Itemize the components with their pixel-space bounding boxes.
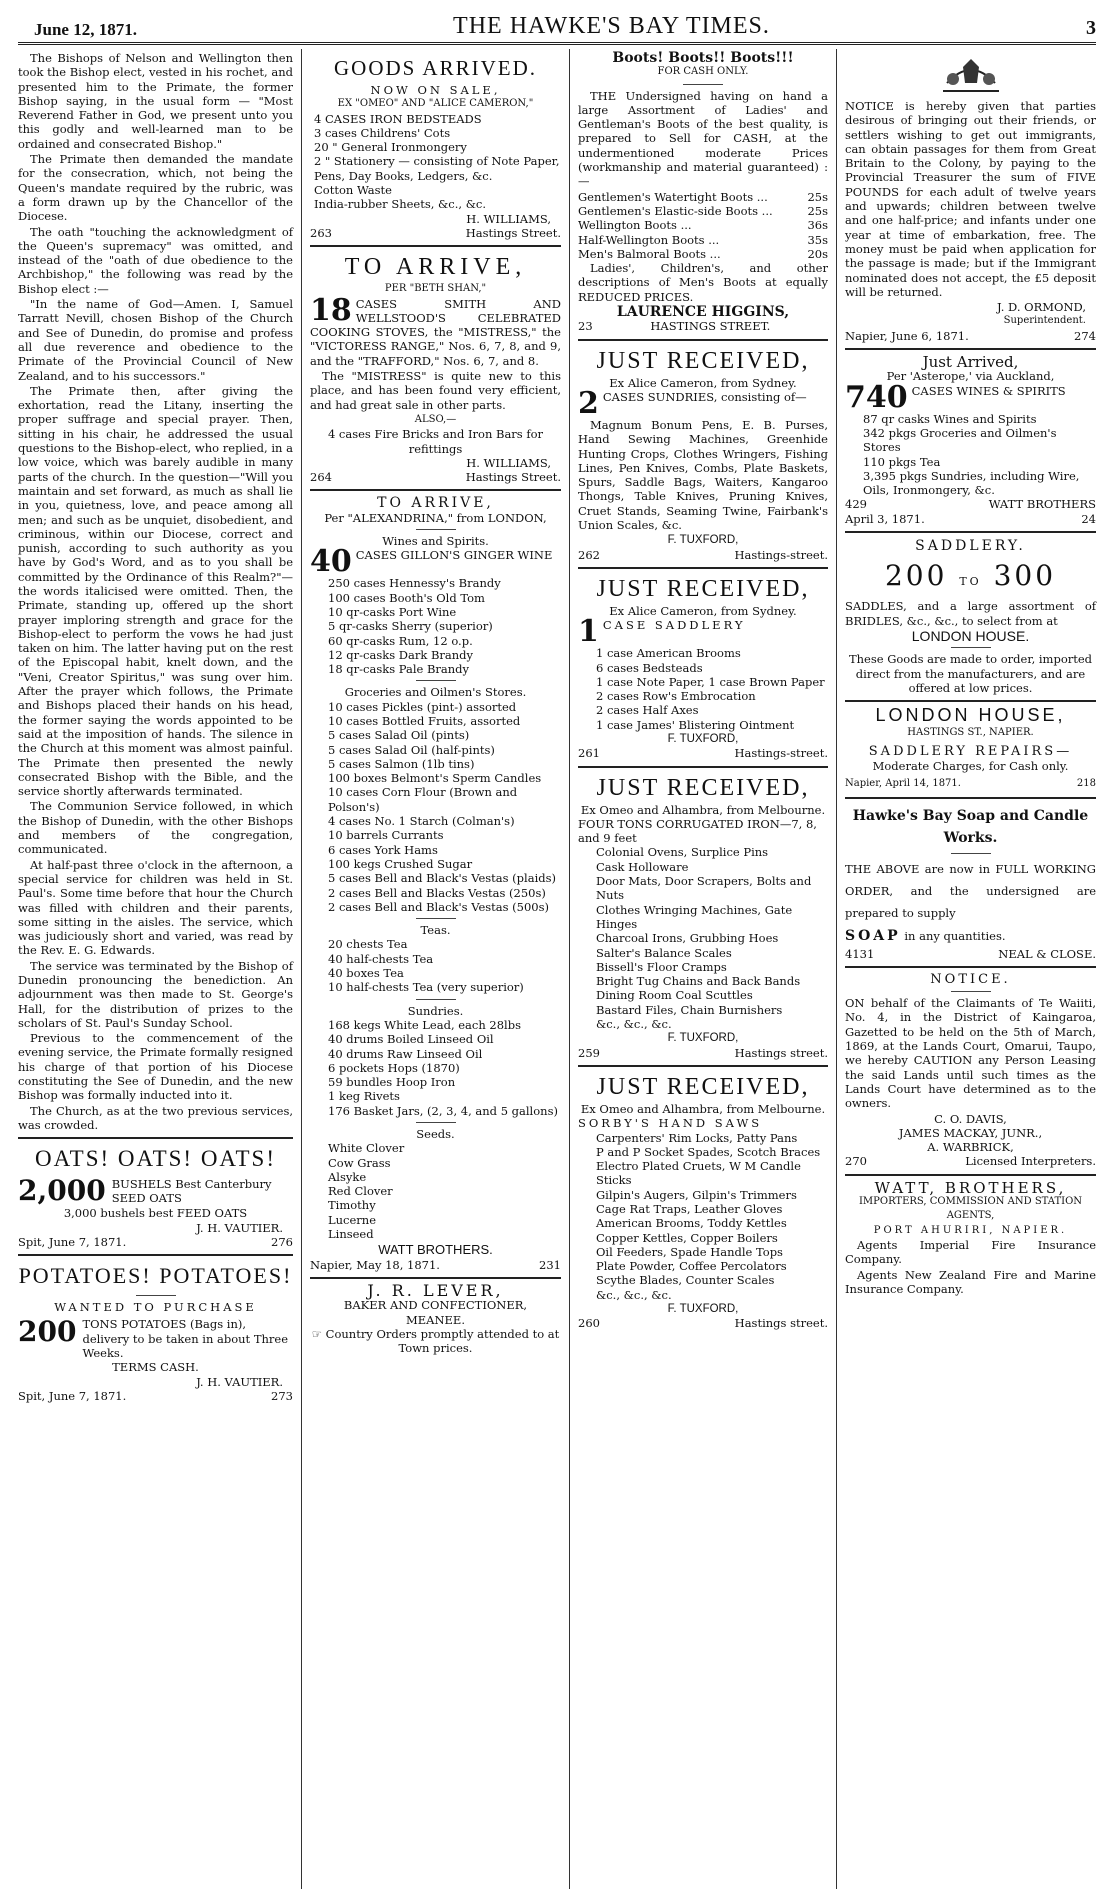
list-item: American Brooms, Toddy Kettles — [596, 1216, 787, 1231]
london-charges: Moderate Charges, for Cash only. — [872, 758, 1069, 773]
watt-brothers-advert — [845, 1178, 1096, 1296]
potatoes-sub: WANTED TO PURCHASE — [54, 1300, 257, 1315]
article-paragraph: The Bishops of Nelson and Wellington then took the Bishop elect, vested in his rochet, and presented him to the Primate, the former Bishop saying, in the usual form — "Most Reverend Father in God, we present unto you this godly and well-learned man to be ordained and consecrated Bishop." — [18, 51, 293, 151]
list-item: 10 half-chests Tea (very superior) — [328, 980, 524, 995]
arrived-signature: WATT BROTHERS — [988, 497, 1096, 512]
list-item: 12 qr-casks Dark Brandy — [328, 647, 474, 662]
list-item: 40 boxes Tea — [328, 966, 404, 981]
arrive1-number: 18 — [310, 292, 352, 328]
goods-signature: H. WILLIAMS, — [466, 211, 551, 226]
potatoes-quantity: 200 — [18, 1315, 77, 1349]
price-row — [578, 204, 828, 218]
price-item: Gentlemen's Watertight Boots ... — [578, 189, 768, 204]
jr4-signature: F. TUXFORD, — [667, 1303, 739, 1316]
list-item: 20 chests Tea — [328, 937, 408, 952]
oats-signature: J. H. VAUTIER. — [196, 1220, 283, 1235]
sundries-list — [328, 1018, 561, 1118]
notice1-number: 274 — [1074, 328, 1096, 343]
arrive2-number-ref: 231 — [539, 1257, 561, 1272]
goods-address: Hastings Street. — [465, 225, 561, 240]
article-paragraph: The Primate then, after giving the exhortation, read the Litany, inserting the proper suffrage and special prayer. Then, sitting in his chair, he addressed the usual questions to the Bishop-elect, who replied, in a low voice, which was barely audible in many parts of the church. In the question—"Will you maintain and set forward, as much as shall lie in you, quietness, love, and peace among all men; and such as be unquiet, disobedient, and criminous, within our Diocese, correct and punish, according to such authority as you have by God's Word, and as to you shall be committed by the Ordinance of this Realm?"—the words italicised were omitted. Then, the Primate, standing up, offered up the short prayer imploring strength and grace for the Bishop-elect to perform the vows he had just taken on him. The latter having put on the rest of the Episcopal habit, knelt down, and the "Veni, Creator Spiritus," was sung over him. After the prayer which follows, the Primate and Bishops placed their hands on his head, the former saying the words appointed to be said at the imposition of hands. The silence in the Church at this moment was almost painful. The Primate then presented the newly consecrated Bishop with the Bible, and the service shortly afterwards terminated. — [18, 383, 293, 799]
immigration-notice — [845, 99, 1096, 343]
list-item: 10 cases Bottled Fruits, assorted — [328, 713, 521, 728]
lever-note: Country Orders promptly attended to at Town prices. — [325, 1326, 560, 1356]
arrive2-number: 40 — [310, 544, 352, 580]
jr2-ex: Ex Alice Cameron, from Sydney. — [609, 603, 797, 618]
jr3-address: Hastings street. — [734, 1045, 828, 1060]
london-repairs: SADDLERY REPAIRS— — [868, 743, 1073, 759]
column-4 — [837, 49, 1104, 1889]
notice1-text: NOTICE is hereby given that parties desirous of bringing out their friends, or settlers wishing to get out immigrants, can obtain passages for them from Great Britain to the Colony, by paying to the Provincial Treasurer the sum of FIVE POUNDS for each adult of twelve years and upwards; children between twelve and one half-price; and infants under one year at time of embarkation, free. The money must be paid when application for the passage is made; but if the Immigrant nominated does not accept, the £5 deposit will be returned. — [845, 99, 1096, 299]
arrived-number-ref: 429 — [845, 497, 867, 512]
list-item: 2 cases Half Axes — [596, 703, 699, 718]
arrive2-first: CASES GILLON'S GINGER WINE — [355, 548, 553, 563]
boots-heading: Boots! Boots!! Boots!!! — [612, 50, 794, 66]
jr4-first: SORBY'S HAND SAWS — [578, 1116, 763, 1131]
saddlery-text: SADDLES, and a large assortment of BRIDLES, &c., &c., to select from at — [845, 599, 1096, 628]
list-item: 6 cases Bedsteads — [596, 660, 703, 675]
jr1-number-ref: 262 — [578, 547, 600, 562]
notice2-heading: NOTICE. — [930, 971, 1011, 987]
jr4-heading: JUST RECEIVED, — [596, 1073, 810, 1100]
watt-agent1: Agents Imperial Fire Insurance Company. — [845, 1237, 1096, 1267]
arrived-number: 740 — [845, 379, 908, 415]
list-item: C. O. DAVIS, — [934, 1111, 1007, 1126]
list-item: 342 pkgs Groceries and Oilmen's Stores — [863, 425, 1057, 455]
potatoes-line1: TONS POTATOES (Bags in), delivery to be taken in about Three Weeks. — [82, 1317, 289, 1361]
boots-address: HASTINGS STREET. — [650, 319, 771, 334]
jr2-heading: JUST RECEIVED, — [596, 575, 810, 602]
lever-heading: J. R. LEVER, — [367, 1280, 504, 1300]
list-item: 10 qr-casks Port Wine — [328, 604, 457, 619]
lands-notice — [845, 973, 1096, 1169]
list-item: 250 cases Hennessy's Brandy — [328, 576, 501, 591]
arrived-heading: Just Arrived, — [922, 353, 1019, 372]
oats-heading: OATS! OATS! OATS! — [34, 1146, 276, 1172]
list-item: 5 cases Bell and Black's Vestas (plaids) — [328, 871, 556, 886]
jr1-address: Hastings-street. — [734, 547, 828, 562]
list-item: 18 qr-casks Pale Brandy — [328, 662, 470, 677]
arrive2-per: Per "ALEXANDRINA," from LONDON, — [324, 510, 547, 525]
saddlery-house: LONDON HOUSE. — [911, 627, 1030, 644]
list-item: 4 cases No. 1 Starch (Colman's) — [328, 814, 515, 829]
saddlery-note: These Goods are made to order, imported direct from the manufacturers, and are offered at low prices. — [848, 652, 1093, 695]
jr1-heading: JUST RECEIVED, — [596, 347, 810, 374]
notice1-place: Napier, June 6, 1871. — [845, 328, 969, 343]
price-item: Half-Wellington Boots ... — [578, 232, 720, 247]
soap-text1: THE ABOVE are now in FULL WORKING ORDER, and the undersigned are prepared to supply — [845, 861, 1096, 920]
list-item: 2 cases Bell and Blacks Vestas (250s) — [328, 885, 546, 900]
newspaper-page — [10, 0, 1104, 1880]
list-item: Electro Plated Cruets, W M Candle Sticks — [596, 1159, 801, 1188]
list-item: 2 " Stationery — consisting of Note Paper, Pens, Day Books, Ledgers, &c. — [314, 154, 560, 183]
arrive2-section-seeds: Seeds. — [416, 1127, 455, 1141]
notice1-role: Superintendent. — [1003, 315, 1086, 327]
list-item: 60 qr-casks Rum, 12 o.p. — [328, 633, 473, 648]
list-item: 1 case James' Blistering Ointment — [596, 717, 795, 732]
jr1-number: 2 — [578, 385, 599, 421]
london-house-advert — [845, 705, 1096, 791]
boots-signature: LAURENCE HIGGINS, — [616, 304, 790, 321]
article-paragraph: The Primate then demanded the mandate for the consecration, which, not being the Queen's mandate required by the rubric, was a form drawn up by the Chancellor of the Diocese. — [18, 152, 293, 224]
teas-list — [328, 937, 561, 994]
arrive2-heading: TO ARRIVE, — [377, 495, 494, 512]
arrive1-per: PER "BETH SHAN," — [384, 283, 487, 295]
jr3-items — [596, 845, 828, 1031]
arrived-per: Per 'Asterope,' via Auckland, — [886, 369, 1055, 384]
divider — [18, 1254, 293, 1256]
jr2-first: CASE SADDLERY — [602, 618, 746, 633]
arrive2-section-teas: Teas. — [420, 923, 451, 938]
potatoes-advert — [18, 1261, 293, 1403]
just-received-saddlery-advert — [578, 574, 828, 761]
boots-note: Ladies', Children's, and other descriptions of Men's Boots at equally REDUCED PRICES. — [578, 261, 828, 304]
list-item: 5 qr-casks Sherry (superior) — [328, 619, 493, 634]
potatoes-heading: POTATOES! POTATOES! — [18, 1263, 293, 1289]
jr1-first: CASES SUNDRIES, consisting of— — [602, 389, 807, 404]
list-item: Cage Rat Traps, Leather Gloves — [596, 1202, 783, 1216]
page-number: 3 — [1085, 17, 1096, 39]
lever-sub: BAKER AND CONFECTIONER, — [343, 1298, 528, 1313]
oats-number: 276 — [271, 1234, 293, 1249]
jr2-address: Hastings-street. — [734, 746, 828, 761]
london-heading: LONDON HOUSE, — [875, 705, 1066, 726]
to-arrive-stoves-advert — [310, 252, 561, 484]
masthead-rule — [18, 42, 1096, 45]
masthead — [10, 0, 1104, 40]
watt-sub: IMPORTERS, COMMISSION AND STATION AGENTS, — [858, 1196, 1083, 1222]
list-item: Door Mats, Door Scrapers, Bolts and Nuts — [596, 874, 812, 903]
arrive2-section-groceries: Groceries and Oilmen's Stores. — [344, 685, 527, 700]
list-item: Dining Room Coal Scuttles — [596, 988, 753, 1003]
list-item: &c., &c., &c. — [596, 1287, 672, 1302]
list-item: Timothy — [328, 1198, 376, 1213]
list-item: 100 kegs Crushed Sugar — [328, 856, 473, 871]
potatoes-signature: J. H. VAUTIER. — [196, 1374, 283, 1389]
list-item: 110 pkgs Tea — [863, 454, 941, 469]
arrive1-note: The "MISTRESS" is quite new to this place, and has been found very efficient, and had great sale in other parts. — [310, 369, 561, 412]
list-item: 2 cases Row's Embrocation — [596, 689, 756, 704]
list-item: Alsyke — [328, 1169, 367, 1184]
jr3-ex: Ex Omeo and Alhambra, from Melbourne. — [580, 802, 826, 817]
list-item: 4 CASES IRON BEDSTEADS — [314, 111, 482, 126]
article-paragraph: At half-past three o'clock in the afternoon, a special service for children was held in St. Paul's. Some time before that hour the Church was filled with children and their parents, some sitting in the aisles. The service, which was judiciously short and varied, was read by the Rev. E. G. Edwards. — [18, 857, 293, 958]
potatoes-place: Spit, June 7, 1871. — [18, 1388, 127, 1403]
arrive1-text: CASES SMITH AND WELLSTOOD'S CELEBRATED COOKING STOVES, the "MISTRESS," the "VICTORESS RANGE," Nos. 6, 7, 8, and 9, and the "TRAFFORD," Nos. 6, 7, and 8. — [310, 296, 561, 368]
soap-signature: NEAL & CLOSE. — [998, 946, 1096, 961]
saddlery-range-low: 200 — [884, 559, 948, 593]
soap-number: 4131 — [845, 946, 875, 961]
goods-arrived-advert — [310, 53, 561, 240]
list-item: Linseed — [328, 1227, 374, 1242]
newspaper-title: THE HAWKE'S BAY TIMES. — [453, 13, 770, 39]
just-received-sundries-advert — [578, 346, 828, 562]
list-item: 3 cases Childrens' Cots — [314, 125, 451, 140]
oats-line2: 3,000 bushels best FEED OATS — [63, 1206, 248, 1221]
coat-of-arms-icon — [939, 53, 1003, 97]
list-item: 176 Basket Jars, (2, 3, 4, and 5 gallons) — [328, 1103, 558, 1118]
list-item: 40 drums Raw Linseed Oil — [328, 1046, 483, 1061]
list-item: 10 barrels Currants — [328, 828, 444, 843]
arrive1-also: ALSO,— — [414, 413, 457, 425]
list-item: Colonial Ovens, Surplice Pins — [596, 845, 769, 860]
jr3-first: FOUR TONS CORRUGATED IRON—7, 8, and 9 feet — [578, 816, 817, 846]
notice2-signatories — [845, 1112, 1096, 1155]
arrive1-address: Hastings Street. — [465, 470, 561, 485]
jr1-ex: Ex Alice Cameron, from Sydney. — [609, 375, 797, 390]
list-item: 5 cases Salmon (1lb tins) — [328, 756, 475, 771]
arrived-first: CASES WINES & SPIRITS — [911, 383, 1066, 398]
arrive1-also-text: 4 cases Fire Bricks and Iron Bars for refittings — [327, 427, 544, 456]
list-item: Oil Feeders, Spade Handle Tops — [596, 1244, 783, 1259]
list-item: Lucerne — [328, 1212, 376, 1227]
list-item: 2 cases Bell and Black's Vestas (500s) — [328, 899, 550, 914]
list-item: 5 cases Salad Oil (pints) — [328, 728, 470, 743]
lever-place: MEANEE. — [406, 1312, 465, 1327]
list-item: Charcoal Irons, Grubbing Hoes — [596, 931, 779, 946]
list-item: A. WARBRICK, — [927, 1140, 1014, 1155]
jr4-ex: Ex Omeo and Alhambra, from Melbourne. — [580, 1101, 826, 1116]
seeds-list — [328, 1141, 561, 1241]
list-item: Cotton Waste — [314, 183, 392, 198]
price-value: 25s — [807, 203, 828, 218]
price-row — [578, 190, 828, 204]
soap-heading: Hawke's Bay Soap and Candle Works. — [852, 807, 1089, 846]
jr4-address: Hastings street. — [734, 1316, 828, 1331]
list-item: 100 boxes Belmont's Sperm Candles — [328, 771, 542, 786]
list-item: Bissell's Floor Cramps — [596, 959, 727, 974]
price-value: 36s — [807, 218, 828, 233]
arrive1-number-ref: 264 — [310, 470, 332, 485]
potatoes-terms: TERMS CASH. — [112, 1360, 199, 1375]
list-item: 5 cases Salad Oil (half-pints) — [328, 742, 495, 757]
list-item: Plate Powder, Coffee Percolators — [596, 1259, 787, 1274]
price-item: Wellington Boots ... — [578, 218, 692, 233]
article-paragraph: The service was terminated by the Bishop of Dunedin pronouncing the benediction. An adjournment was then made to St. George's Hall, for the distribution of prizes to the scholars of St. Paul's Sunday School. — [18, 958, 293, 1030]
column-1 — [10, 49, 302, 1889]
jr4-number-ref: 260 — [578, 1316, 600, 1331]
list-item: 6 pockets Hops (1870) — [328, 1060, 460, 1075]
price-row — [578, 233, 828, 247]
issue-date: June 12, 1871. — [34, 20, 137, 39]
watt-agent2: Agents New Zealand Fire and Marine Insurance Company. — [845, 1267, 1096, 1296]
jr3-number-ref: 259 — [578, 1045, 600, 1060]
oats-place: Spit, June 7, 1871. — [18, 1234, 127, 1249]
oats-line1: BUSHELS Best Canterbury SEED OATS — [111, 1176, 272, 1206]
consecration-article — [18, 51, 293, 1132]
notice2-role: Licensed Interpreters. — [965, 1154, 1096, 1169]
lever-advert — [310, 1280, 561, 1356]
just-received-iron-advert — [578, 773, 828, 1060]
list-item: White Clover — [328, 1141, 405, 1156]
divider — [18, 1137, 293, 1139]
price-value: 25s — [807, 189, 828, 204]
list-item: Cow Grass — [328, 1155, 391, 1170]
goods-ex: EX "OMEO" AND "ALICE CAMERON," — [337, 98, 534, 110]
list-item: Scythe Blades, Counter Scales — [596, 1273, 775, 1288]
jr4-items — [596, 1131, 828, 1303]
just-arrived-advert — [845, 355, 1096, 526]
boots-text: THE Undersigned having on hand a large Assortment of Ladies' and Gentleman's Boots of the best quality, is prepared to Sell for CASH, at the undermentioned moderate Prices (workmanship and material guaranteed) :— — [578, 88, 828, 189]
notice2-text: ON behalf of the Claimants of Te Waiiti, No. 4, in the District of Kaingaroa, Gazetted to be held on the 5th of March, 1869, at the Lands Court, Omarui, Taupo, we hereby CAUTION any Person Leasing the said Lands until such times as the Lands Court have determined as to the owners. — [845, 996, 1096, 1111]
goods-sub: NOW ON SALE, — [370, 83, 501, 97]
arrive2-signature: WATT BROTHERS. — [378, 1242, 493, 1258]
goods-heading: GOODS ARRIVED. — [333, 56, 537, 80]
list-item: Gilpin's Augers, Gilpin's Trimmers — [596, 1187, 797, 1202]
list-item: 20 " General Ironmongery — [314, 140, 467, 155]
arrive2-section-sundries: Sundries. — [407, 1003, 464, 1018]
list-item: 3,395 pkgs Sundries, including Wire, Oils, Ironmongery, &c. — [863, 468, 1080, 498]
list-item: JAMES MACKAY, JUNR., — [898, 1125, 1043, 1140]
to-arrive-alexandrina-advert — [310, 496, 561, 1272]
wines-list — [328, 576, 561, 676]
column-3 — [570, 49, 837, 1889]
boots-sub: FOR CASH ONLY. — [657, 66, 749, 78]
list-item: Bastard Files, Chain Burnishers — [596, 1002, 783, 1017]
watt-place: PORT AHURIRI, NAPIER. — [873, 1224, 1068, 1236]
list-item: Cask Holloware — [596, 859, 689, 874]
list-item: Clothes Wringing Machines, Gate Hinges — [596, 902, 793, 931]
goods-items — [314, 112, 561, 212]
article-paragraph: The Church, as at the two previous services, was crowded. — [18, 1103, 293, 1132]
london-address: HASTINGS ST., NAPIER. — [907, 727, 1034, 739]
list-item: 59 bundles Hoop Iron — [328, 1075, 456, 1090]
list-item: 1 keg Rivets — [328, 1089, 400, 1104]
list-item: Copper Kettles, Copper Boilers — [596, 1230, 778, 1245]
column-2 — [302, 49, 570, 1889]
boots-number: 23 — [578, 319, 593, 334]
oats-advert — [18, 1144, 293, 1249]
article-paragraph: The Communion Service followed, in which the Bishop of Dunedin, with the other Bishops and members of the congregation, communicated. — [18, 799, 293, 857]
article-paragraph: "In the name of God—Amen. I, Samuel Tarratt Nevill, chosen Bishop of the Church and See of Dunedin, do promise and profess all due reverence and obedience to the Primate of the Provincial Council of New Zealand, and to his successors." — [18, 297, 293, 383]
arrived-place: April 3, 1871. — [845, 511, 925, 526]
saddlery-heading: SADDLERY. — [915, 538, 1026, 555]
soap-text2: in any quantities. — [904, 928, 1006, 943]
jr2-number-ref: 261 — [578, 746, 600, 761]
price-value: 20s — [807, 246, 828, 261]
list-item: 6 cases York Hams — [328, 842, 438, 857]
list-item: Salter's Balance Scales — [596, 945, 732, 960]
pointing-hand-icon: ☞ — [311, 1326, 322, 1341]
soap-word: SOAP — [845, 927, 901, 944]
list-item: &c., &c., &c. — [596, 1017, 672, 1032]
price-row — [578, 247, 828, 261]
just-received-saws-advert — [578, 1072, 828, 1331]
jr2-items — [596, 646, 828, 732]
arrived-number-ref2: 24 — [1081, 511, 1096, 526]
notice2-number: 270 — [845, 1154, 867, 1169]
list-item: 168 kegs White Lead, each 28lbs — [328, 1017, 521, 1032]
list-item: Bright Tug Chains and Back Bands — [596, 974, 801, 989]
price-value: 35s — [807, 232, 828, 247]
price-item: Gentlemen's Elastic-side Boots ... — [578, 203, 773, 218]
list-item: India-rubber Sheets, &c., &c. — [314, 197, 487, 212]
list-item: 87 qr casks Wines and Spirits — [863, 411, 1037, 426]
london-number: 218 — [1076, 778, 1096, 790]
list-item: Red Clover — [328, 1184, 393, 1199]
list-item: Carpenters' Rim Locks, Patty Pans — [596, 1130, 798, 1145]
list-item: 1 case American Brooms — [596, 646, 741, 661]
price-row — [578, 218, 828, 232]
arrive1-heading: TO ARRIVE, — [344, 254, 527, 281]
saddlery-range-to: TO — [959, 575, 982, 589]
list-item: 10 cases Pickles (pint-) assorted — [328, 699, 517, 714]
jr2-number: 1 — [578, 614, 599, 650]
soap-works-advert — [845, 805, 1096, 961]
arrive1-signature: H. WILLIAMS, — [466, 455, 551, 470]
goods-number: 263 — [310, 225, 332, 240]
article-paragraph: Previous to the commencement of the evening service, the Primate formally resigned his charge of that portion of his Diocese constituting the See of Dunedin, and the new Bishop was formally inducted into it. — [18, 1031, 293, 1103]
list-item: 10 cases Corn Flour (Brown and Polson's) — [328, 785, 518, 814]
oats-quantity: 2,000 — [18, 1174, 106, 1208]
saddlery-range-high: 300 — [993, 559, 1057, 593]
london-place: Napier, April 14, 1871. — [845, 778, 961, 790]
arrive2-place: Napier, May 18, 1871. — [310, 1257, 440, 1272]
list-item: 40 drums Boiled Linseed Oil — [328, 1032, 494, 1047]
list-item: P and P Socket Spades, Scotch Braces — [596, 1144, 821, 1159]
arrived-items — [863, 412, 1096, 498]
watt-heading: WATT, BROTHERS, — [874, 1178, 1067, 1197]
saddlery-advert — [845, 539, 1096, 695]
list-item: 1 case Note Paper, 1 case Brown Paper — [596, 674, 825, 689]
list-item: 40 half-chests Tea — [328, 951, 434, 966]
groceries-list — [328, 700, 561, 914]
notice1-signature: J. D. ORMOND, — [997, 300, 1086, 315]
boots-price-list — [578, 190, 828, 261]
price-item: Men's Balmoral Boots ... — [578, 246, 721, 261]
list-item: 100 cases Booth's Old Tom — [328, 590, 485, 605]
jr1-text: Magnum Bonum Pens, E. B. Purses, Hand Sewing Machines, Greenhide Hunting Crops, Clothes Wringers, Fishing Lines, Pen Knives, Combs, Plate Baskets, Spurs, Saddle Bags, Waiters, Kangaroo Thongs, Table Knives, Pruning Knives, Cruet Stands, Seaming Twine, Fairbank's Union Scales, &c. — [578, 417, 828, 533]
article-paragraph: The oath "touching the acknowledgment of the Queen's supremacy" was omitted, and instead of the "oath of due obedience to the Archbishop," the following was read by the Bishop elect :— — [18, 224, 293, 296]
jr3-signature: F. TUXFORD, — [667, 1032, 739, 1045]
boots-advert — [578, 51, 828, 334]
arrive2-section-wines: Wines and Spirits. — [382, 534, 489, 549]
jr2-signature: F. TUXFORD, — [667, 732, 739, 745]
jr1-signature: F. TUXFORD, — [667, 534, 739, 547]
potatoes-number: 273 — [271, 1388, 293, 1403]
jr3-heading: JUST RECEIVED, — [596, 774, 810, 801]
